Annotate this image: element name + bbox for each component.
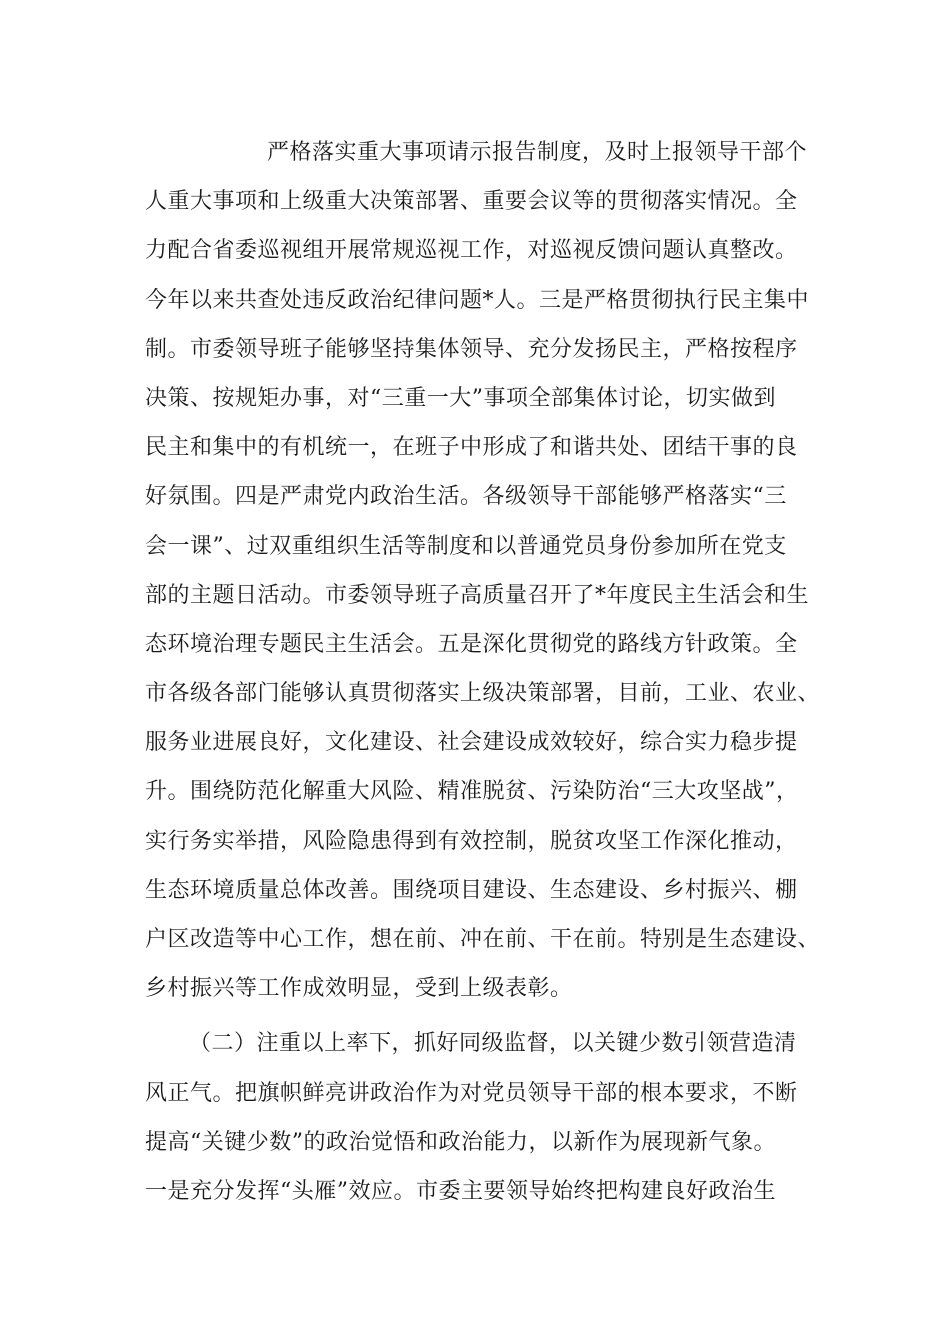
text-line: 今年以来共查处违反政治纪律问题*人。三是严格贯彻执行民主集中 <box>145 287 810 313</box>
text-line: 风正气。把旗帜鲜亮讲政治作为对党员领导干部的根本要求，不断 <box>145 1080 798 1106</box>
text-line: 一是充分发挥“头雁”效应。市委主要领导始终把构建良好政治生 <box>145 1178 776 1204</box>
text-line: 户区改造等中心工作，想在前、冲在前、干在前。特别是生态建设、 <box>145 927 821 952</box>
text-line: 人重大事项和上级重大决策部署、重要会议等的贯彻落实情况。全 <box>145 189 798 215</box>
text-line: 严格落实重大事项请示报告制度，及时上报领导干部个 <box>267 140 808 165</box>
text-line: 力配合省委巡视组开展常规巡视工作，对巡视反馈问题认真整改。 <box>145 238 798 264</box>
text-line: 态环境治理专题民主生活会。五是深化贯彻党的路线方针政策。全 <box>145 631 798 657</box>
text-line: 民主和集中的有机统一，在班子中形成了和谐共处、团结干事的良 <box>145 435 798 461</box>
text-line: 会一课”、过双重组织生活等制度和以普通党员身份参加所在党支 <box>145 533 787 559</box>
text-line: 生态环境质量总体改善。围绕项目建设、生态建设、乡村振兴、棚 <box>145 877 798 903</box>
text-line: 决策、按规矩办事，对“三重一大”事项全部集体讨论，切实做到 <box>145 385 776 411</box>
text-line: （二）注重以上率下，抓好同级监督，以关键少数引领营造清 <box>189 1031 797 1057</box>
body-text <box>145 128 825 1216</box>
paragraph-2 <box>145 1019 825 1216</box>
text-line: 部的主题日活动。市委领导班子高质量召开了*年度民主生活会和生 <box>145 582 810 608</box>
text-line: 好氛围。四是严肃党内政治生活。各级领导干部能够严格落实“三 <box>145 484 787 510</box>
text-line: 市各级各部门能够认真贯彻落实上级决策部署，目前，工业、农业、 <box>145 681 821 707</box>
text-line: 乡村振兴等工作成效明显，受到上级表彰。 <box>145 976 573 1002</box>
text-line: 制。市委领导班子能够坚持集体领导、充分发扬民主，严格按程序 <box>145 336 798 362</box>
text-line: 升。围绕防范化解重大风险、精准脱贫、污染防治“三大攻坚战”， <box>145 779 799 805</box>
text-line: 实行务实举措，风险隐患得到有效控制，脱贫攻坚工作深化推动， <box>145 828 798 854</box>
paragraph-1 <box>145 128 825 1013</box>
text-line: 提高“关键少数”的政治觉悟和政治能力，以新作为展现新气象。 <box>145 1129 776 1155</box>
text-line: 服务业进展良好，文化建设、社会建设成效较好，综合实力稳步提 <box>145 730 798 756</box>
